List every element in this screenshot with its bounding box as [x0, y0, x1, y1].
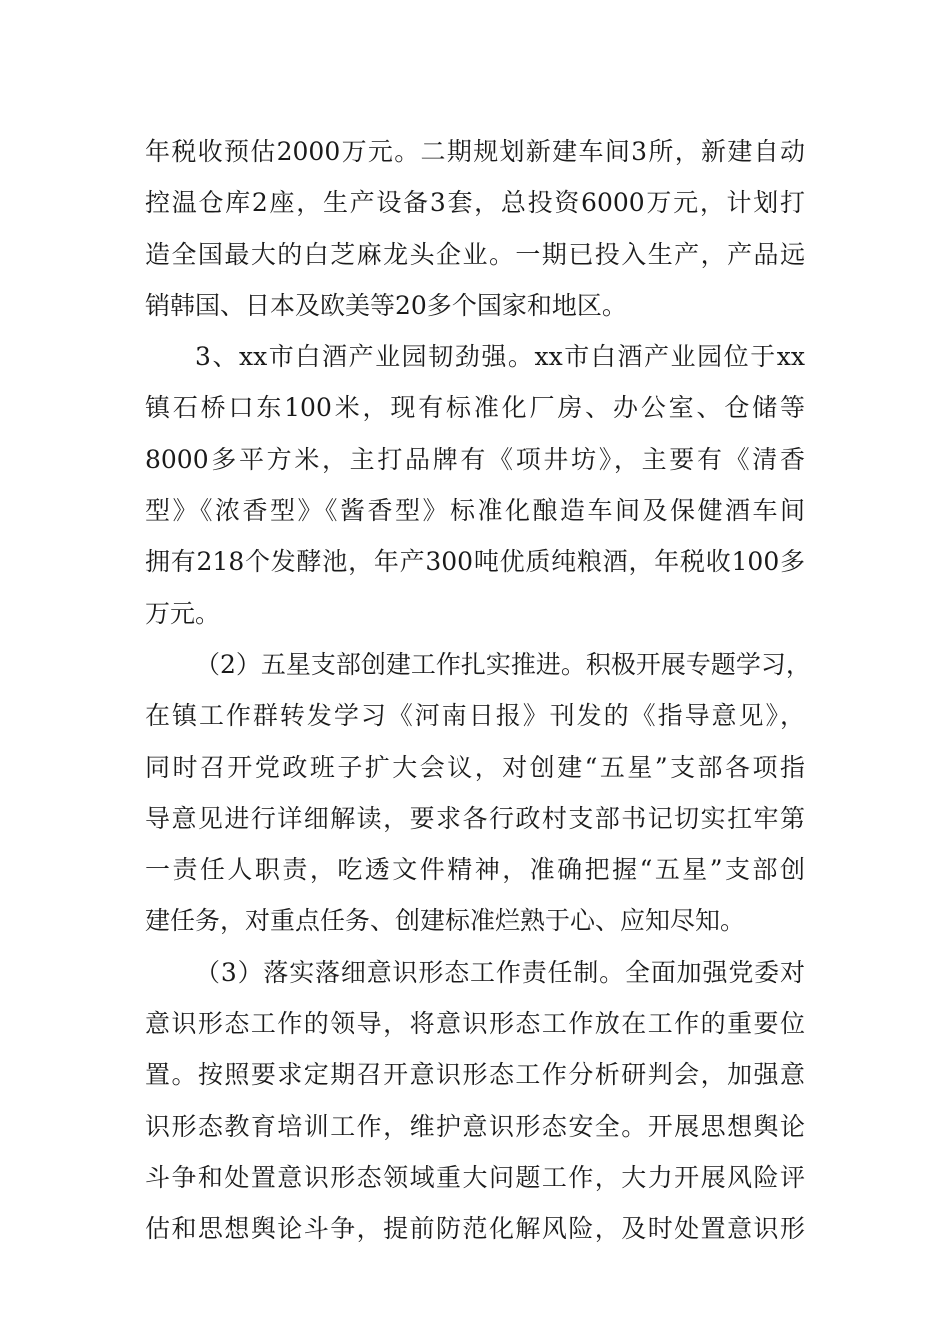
- paragraph-2: [145, 331, 805, 639]
- text-line: 一责任人职责，吃透文件精神，准确把握“五星”支部创: [145, 855, 805, 885]
- text-line: 万元。: [145, 598, 221, 628]
- text-line: 年税收预估2000万元。二期规划新建车间3所，新建自动: [145, 137, 805, 166]
- text-line: 意识形态工作的领导，将意识形态工作放在工作的重要位: [145, 1009, 805, 1039]
- text-line: 估和思想舆论斗争，提前防范化解风险，及时处置意识形: [145, 1214, 805, 1244]
- text-line: 置。按照要求定期召开意识形态工作分析研判会，加强意: [145, 1060, 805, 1090]
- document-body: [145, 126, 811, 1255]
- paragraph-3: [145, 639, 811, 947]
- text-line: （2）五星支部创建工作扎实推进。积极开展专题学习，: [195, 649, 811, 679]
- text-line: 斗争和处置意识形态领域重大问题工作，大力开展风险评: [145, 1162, 805, 1192]
- text-line: 型》《浓香型》《酱香型》标准化酿造车间及保健酒车间: [145, 496, 805, 526]
- text-line: 导意见进行详细解读，要求各行政村支部书记切实扛牢第: [145, 803, 805, 833]
- text-line: 控温仓库2座，生产设备3套，总投资6000万元，计划打: [145, 188, 805, 218]
- text-line: 3、xx市白酒产业园韧劲强。xx市白酒产业园位于xx: [195, 342, 805, 372]
- text-line: 销韩国、日本及欧美等20多个国家和地区。: [145, 290, 627, 320]
- text-line: 识形态教育培训工作，维护意识形态安全。开展思想舆论: [145, 1111, 805, 1141]
- text-line: 镇石桥口东100米，现有标准化厂房、办公室、仓储等: [145, 393, 805, 423]
- paragraph-4: [145, 947, 805, 1255]
- text-line: 造全国最大的白芝麻龙头企业。一期已投入生产，产品远: [145, 239, 805, 269]
- text-line: 在镇工作群转发学习《河南日报》刊发的《指导意见》，: [145, 701, 805, 731]
- text-line: 建任务，对重点任务、创建标准烂熟于心、应知尽知。: [145, 906, 746, 936]
- text-line: 同时召开党政班子扩大会议，对创建“五星”支部各项指: [145, 752, 805, 782]
- paragraph-1: [145, 126, 805, 331]
- text-line: （3）落实落细意识形态工作责任制。全面加强党委对: [195, 957, 805, 987]
- text-line: 拥有218个发酵池，年产300吨优质纯粮酒，年税收100多: [145, 547, 805, 577]
- text-line: 8000多平方米，主打品牌有《项井坊》，主要有《清香: [145, 444, 805, 474]
